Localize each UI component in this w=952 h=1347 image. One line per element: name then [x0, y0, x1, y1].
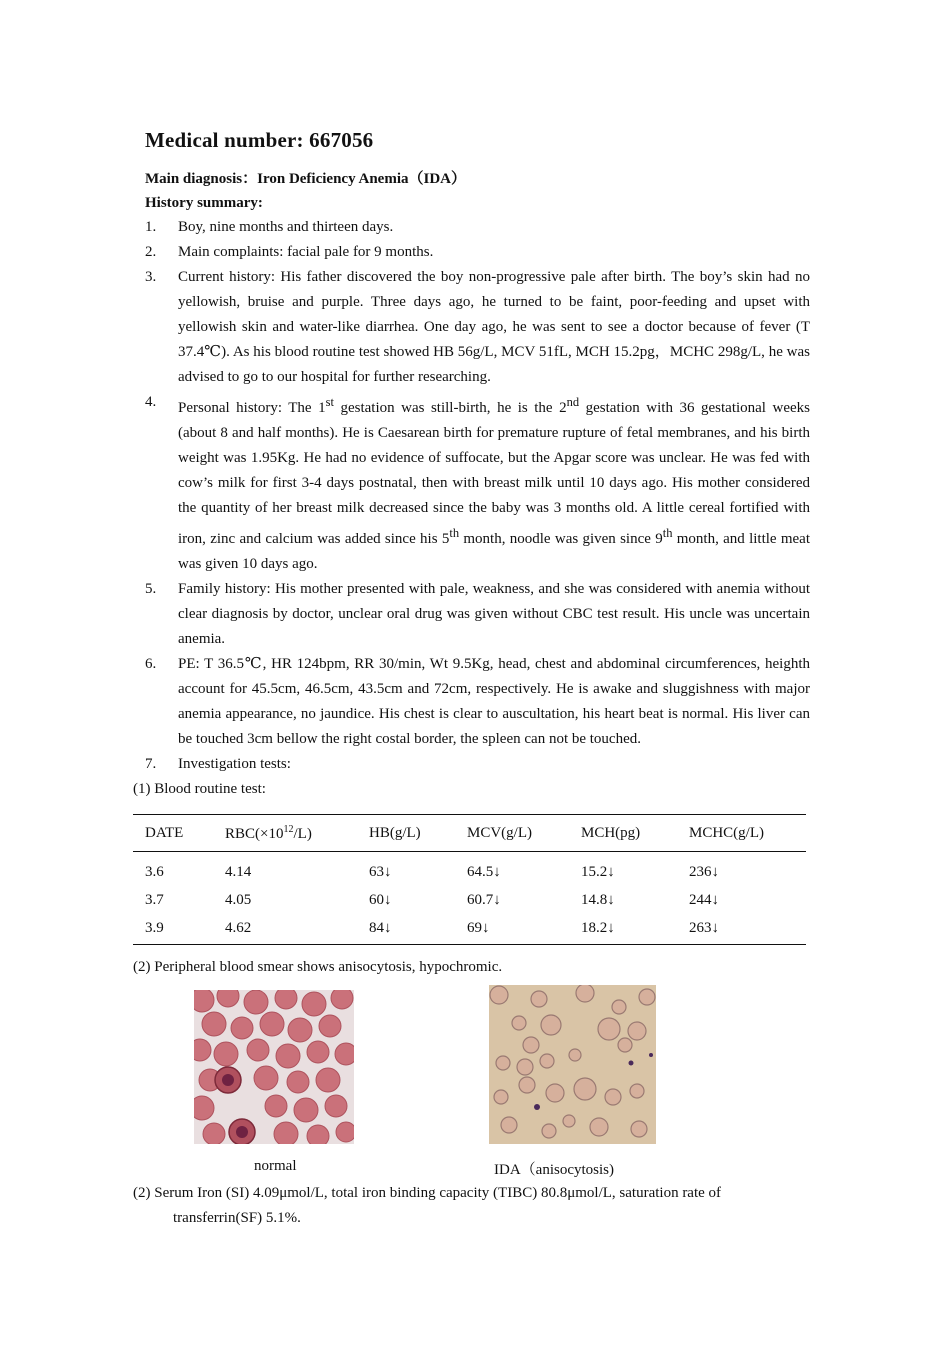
superscript: th [662, 526, 673, 540]
table-cell: 4.05 [225, 891, 252, 908]
table-cell: 64.5↓ [467, 863, 501, 880]
table-cell: 4.62 [213, 914, 357, 945]
text-part: Personal history: The 1 [178, 400, 326, 416]
header-rbc [213, 815, 357, 852]
table-cell: 4.14 [225, 863, 252, 880]
history-item [145, 752, 810, 777]
header-mchc: MCHC(g/L) [677, 815, 806, 852]
serum-iron-text [133, 1181, 810, 1231]
item-text: Current history: His father discovered the boy non-progressive pale after birth. The boy’s skin had no yellowish, bruise and purple. Three days ago, he turned to be faint, poor-feeding and upset with yellowish skin and water-like diarrhea. One day ago, he was sent to see a doctor because of fever (T 37.4℃). As his blood routine test showed HB 56g/L, MCV 51fL, MCH 15.2pg，MCHC 298g/L, he was advised to go to our hospital for further researching. [178, 269, 810, 385]
table-row [133, 852, 806, 887]
table-cell: 15.2↓ [581, 863, 615, 880]
superscript: st [325, 395, 334, 409]
item-number: 7. [145, 756, 157, 772]
table-cell: 84↓ [357, 914, 455, 945]
item-number: 3. [145, 269, 157, 285]
table-cell: 60↓ [369, 891, 392, 908]
text-part: gestation with 36 gestational weeks (about 8 and half months). He is Caesarean birth for premature rupture of fetal membranes, and his birth weight was 1.95Kg. He had no evidence of suffocate, but the Apgar score was unclear. He was fed with cow’s milk for first 3-4 days postnatal, then with breast milk until 10 days ago. His mother considered the quantity of her breast milk decreased since the baby was 3 months old. A little cereal fortified with iron, zinc and calcium was added since his 5 [178, 400, 810, 547]
table-cell: 60.7↓ [467, 891, 501, 908]
history-item [145, 240, 810, 265]
table-cell: 263↓ [677, 914, 806, 945]
table-cell: 236↓ [689, 863, 719, 880]
table-header-row [133, 815, 806, 852]
text-part: month, and little meat was given 10 days ago. [178, 531, 811, 572]
item-text: Family history: His mother presented with pale, weakness, and she was considered with anemia without clear diagnosis by doctor, unclear oral drug was given without CBC test result. His uncle was uncertain anemia. [178, 581, 810, 647]
history-item [145, 265, 810, 390]
document-page [133, 128, 811, 801]
table-cell: 63↓ [369, 863, 392, 880]
item-text: Boy, nine months and thirteen days. [178, 219, 394, 235]
table-row [133, 914, 806, 945]
normal-smear-svg [194, 990, 354, 1144]
normal-caption: normal [254, 1158, 297, 1174]
history-item [145, 215, 810, 240]
item-number: 4. [145, 394, 157, 410]
header-mcv: MCV(g/L) [455, 815, 569, 852]
page-title: Medical number: 667056 [145, 128, 374, 152]
table-cell: 3.9 [133, 914, 213, 945]
history-item [145, 652, 810, 752]
table-cell: 3.6 [145, 863, 164, 880]
main-diagnosis [145, 167, 810, 191]
history-item [145, 577, 810, 652]
serum-line-2: transferrin(SF) 5.1%. [173, 1210, 301, 1226]
header-rbc-text: RBC(×10 [225, 825, 284, 842]
table-cell: 244↓ [689, 891, 719, 908]
header-rbc-exponent: 12 [283, 823, 294, 835]
item-text: Main complaints: facial pale for 9 months. [178, 244, 434, 260]
history-heading: History summary: [145, 195, 263, 211]
header-date: DATE [133, 815, 213, 852]
text-part: gestation was still-birth, he is the 2 [333, 400, 567, 416]
table-cell: 18.2↓ [569, 914, 677, 945]
item-text: Investigation tests: [178, 756, 291, 772]
history-item [145, 390, 810, 577]
diagnosis-value: Iron Deficiency Anemia（IDA） [257, 171, 466, 187]
item-text: PE: T 36.5℃, HR 124bpm, RR 30/min, Wt 9.5Kg, head, chest and abdominal circumferences, heighth account for 45.5cm, 46.5cm, 43.5cm and 72cm, respectively. He is awake and sluggishness with major anemia appearance, no jaundice. His chest is clear to auscultation, his heart beat is normal. His liver can be touched 3cm bellow the right costal border, the spleen can not be touched. [178, 656, 810, 747]
item-number: 1. [145, 219, 157, 235]
blood-routine-table [133, 814, 806, 945]
blood-routine-label: (1) Blood routine test: [133, 781, 266, 797]
header-hb: HB(g/L) [357, 815, 455, 852]
superscript: th [449, 526, 460, 540]
header-mch: MCH(pg) [569, 815, 677, 852]
ida-smear-svg [489, 985, 656, 1144]
table-cell: 69↓ [455, 914, 569, 945]
header-rbc-unit: /L) [293, 825, 312, 842]
ida-smear-image [489, 985, 656, 1144]
item-text [178, 395, 811, 572]
normal-smear-image [194, 990, 354, 1144]
serum-line-1: (2) Serum Iron (SI) 4.09μmol/L, total iron binding capacity (TIBC) 80.8μmol/L, saturation rate of [133, 1185, 722, 1201]
table-row [133, 886, 806, 914]
item-number: 5. [145, 581, 157, 597]
text-part: month, noodle was given since 9 [459, 531, 663, 547]
item-number: 6. [145, 656, 157, 672]
table-cell: 14.8↓ [581, 891, 615, 908]
ida-caption: IDA（anisocytosis) [494, 1162, 614, 1178]
smear-text: (2) Peripheral blood smear shows anisocytosis, hypochromic. [133, 959, 503, 975]
diagnosis-label: Main diagnosis： [145, 171, 258, 187]
superscript: nd [566, 395, 580, 409]
history-list [145, 215, 810, 777]
table-cell: 3.7 [145, 891, 164, 908]
item-number: 2. [145, 244, 157, 260]
